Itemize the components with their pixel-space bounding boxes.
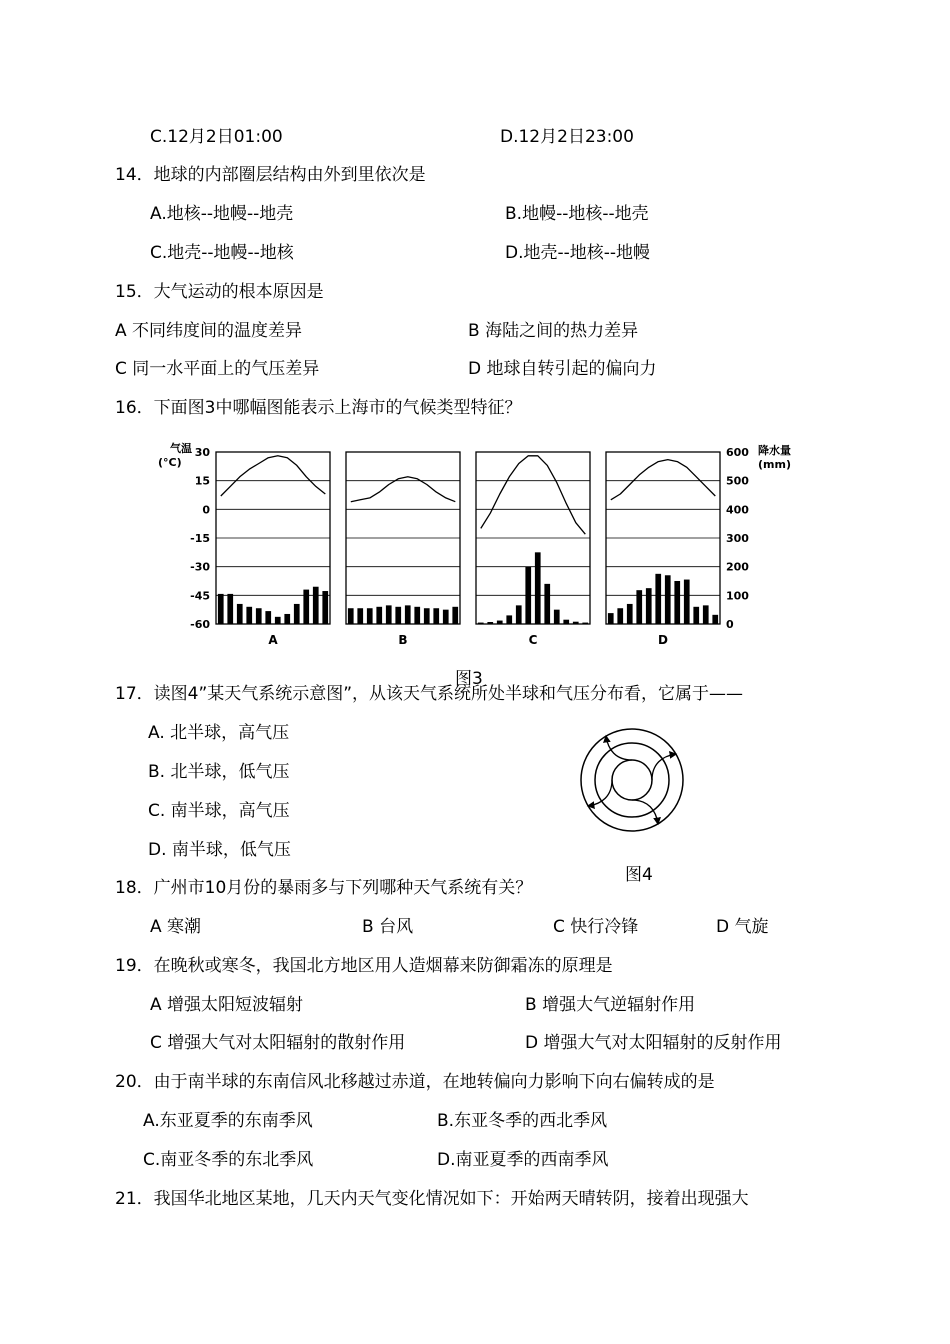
q14-option-c: C.地壳--地幔--地核 [150,243,294,263]
precipitation-bar [712,615,718,624]
precipitation-bar [227,594,233,624]
precipitation-bar [563,620,569,624]
precipitation-bar [294,604,300,624]
precipitation-bar [703,605,709,624]
wind-arrow-3 [632,800,658,824]
precipitation-bar [497,621,503,624]
q14-option-b: B.地幔--地核--地壳 [505,204,649,224]
left-tick-label: -15 [190,532,210,545]
panel-label: A [268,633,278,647]
middle-isobar [595,743,669,817]
precipitation-bar [674,581,680,624]
precipitation-bar [348,608,354,624]
precipitation-bar [573,622,579,624]
left-axis-label-temp: 气温 [170,442,192,455]
precipitation-bar [246,607,252,624]
precipitation-bar [617,608,623,624]
q21-stem: 21．我国华北地区某地，几天内天气变化情况如下：开始两天晴转阴，接着出现强大 [115,1189,749,1209]
precipitation-bar [608,613,614,624]
precipitation-bar [516,605,522,624]
chart-panel-a [216,452,330,647]
q14-stem: 14．地球的内部圈层结构由外到里依次是 [115,165,426,185]
left-tick-label: -45 [190,589,210,603]
q14-option-a: A.地核--地幔--地壳 [150,204,294,224]
q20-stem: 20．由于南半球的东南信风北移越过赤道，在地转偏向力影响下向右偏转成的是 [115,1072,715,1092]
precipitation-bar [405,605,411,624]
precipitation-bar [443,610,449,624]
precipitation-bar [275,617,281,624]
q15-option-a: A 不同纬度间的温度差异 [115,321,303,341]
precipitation-bar [322,591,328,624]
q19-option-a: A 增强太阳短波辐射 [150,995,304,1015]
q20-option-d: D.南亚夏季的西南季风 [437,1150,609,1170]
precipitation-bar [237,604,243,624]
q18-option-b: B 台风 [362,917,414,937]
precipitation-bar [386,605,392,624]
chart-panel-b [346,452,460,647]
precipitation-bar [535,552,541,624]
q20-option-b: B.东亚冬季的西北季风 [437,1111,608,1131]
weather-system-diagram [578,726,686,834]
right-tick-label: 0 [726,618,734,631]
q19-option-d: D 增强大气对太阳辐射的反射作用 [525,1033,782,1053]
q13-option-d: D.12月2日23:00 [500,127,634,147]
precipitation-bar [487,622,493,624]
chart-panels [216,452,720,647]
figure-4-caption: 图4 [625,865,653,885]
climate-charts-figure [150,440,810,656]
q15-option-b: B 海陆之间的热力差异 [468,321,639,341]
q17-option-d: D. 南半球，低气压 [148,840,291,860]
right-tick-label: 600 [726,446,749,459]
q18-option-c: C 快行冷锋 [553,917,639,937]
q17-stem: 17．读图4”某天气系统示意图”，从该天气系统所处半球和气压分布看，它属于—— [115,684,744,704]
q20-option-a: A.东亚夏季的东南季风 [143,1111,313,1131]
precipitation-bar [452,607,458,624]
q18-option-a: A 寒潮 [150,917,202,937]
wind-arrow-4 [652,754,676,780]
q13-option-c: C.12月2日01:00 [150,127,283,147]
q17-option-c: C. 南半球，高气压 [148,801,290,821]
precipitation-bar [665,575,671,624]
precipitation-bar [303,590,309,624]
right-tick-label: 200 [726,560,749,574]
left-tick-label: -30 [190,560,210,574]
q15-option-c: C 同一水平面上的气压差异 [115,359,320,379]
panel-label: C [528,633,538,647]
precipitation-bar [693,607,699,624]
precipitation-bar [506,615,512,624]
precipitation-bar [684,580,690,624]
precipitation-bar [627,604,633,624]
right-axis-label-unit: (mm) [758,458,791,471]
left-tick-label: 30 [194,446,210,459]
precipitation-bar [525,567,531,624]
panel-label: D [658,633,668,647]
right-tick-label: 500 [726,474,749,488]
outer-isobar [581,729,683,831]
precipitation-bar [655,574,661,624]
precipitation-bar [357,608,363,624]
panel-label: B [398,633,408,647]
left-axis-label-unit: (°C) [158,456,182,469]
q17-option-a: A. 北半球，高气压 [148,723,290,743]
left-tick-label: 15 [194,474,210,488]
right-tick-label: 400 [726,503,749,517]
right-tick-label: 100 [726,589,749,603]
q15-stem: 15．大气运动的根本原因是 [115,282,324,302]
q14-option-d: D.地壳--地核--地幔 [505,243,651,263]
wind-arrow-2 [588,780,612,806]
inner-isobar [612,760,652,800]
q16-stem: 16．下面图3中哪幅图能表示上海市的气候类型特征？ [115,398,522,418]
precipitation-bar [414,607,420,624]
precipitation-bar [636,590,642,624]
left-tick-label: -60 [190,618,210,631]
q18-option-d: D 气旋 [716,917,769,937]
figure-3-caption: 图3 [455,669,483,689]
temperature-curve [611,460,716,500]
q15-option-d: D 地球自转引起的偏向力 [468,359,657,379]
precipitation-bar [367,608,373,624]
precipitation-bar [433,608,439,624]
precipitation-bar [376,607,382,624]
q19-option-b: B 增强大气逆辐射作用 [525,995,696,1015]
precipitation-bar [218,594,224,624]
precipitation-bar [478,623,484,624]
chart-panel-c [476,452,590,647]
wind-arrow-1 [606,736,632,760]
precipitation-bar [265,611,271,624]
q17-option-b: B. 北半球，低气压 [148,762,290,782]
right-axis-label-precip: 降水量 [758,444,791,457]
q18-stem: 18．广州市10月份的暴雨多与下列哪种天气系统有关？ [115,878,533,898]
q19-stem: 19．在晚秋或寒冬，我国北方地区用人造烟幕来防御霜冻的原理是 [115,956,613,976]
precipitation-bar [424,608,430,624]
precipitation-bar [313,587,319,624]
precipitation-bar [554,610,560,624]
precipitation-bar [395,607,401,624]
precipitation-bar [544,584,550,624]
right-tick-label: 300 [726,532,749,545]
temperature-curve [221,456,325,496]
precipitation-bar [284,614,290,624]
chart-panel-d [606,452,720,647]
left-tick-label: 0 [202,503,210,517]
q19-option-c: C 增强大气对太阳辐射的散射作用 [150,1033,406,1053]
precipitation-bar [582,623,588,624]
right-axis-ticks [726,446,749,631]
temperature-curve [481,456,586,534]
left-axis-ticks [190,446,210,631]
precipitation-bar [256,608,262,624]
q20-option-c: C.南亚冬季的东北季风 [143,1150,314,1170]
precipitation-bar [646,588,652,624]
